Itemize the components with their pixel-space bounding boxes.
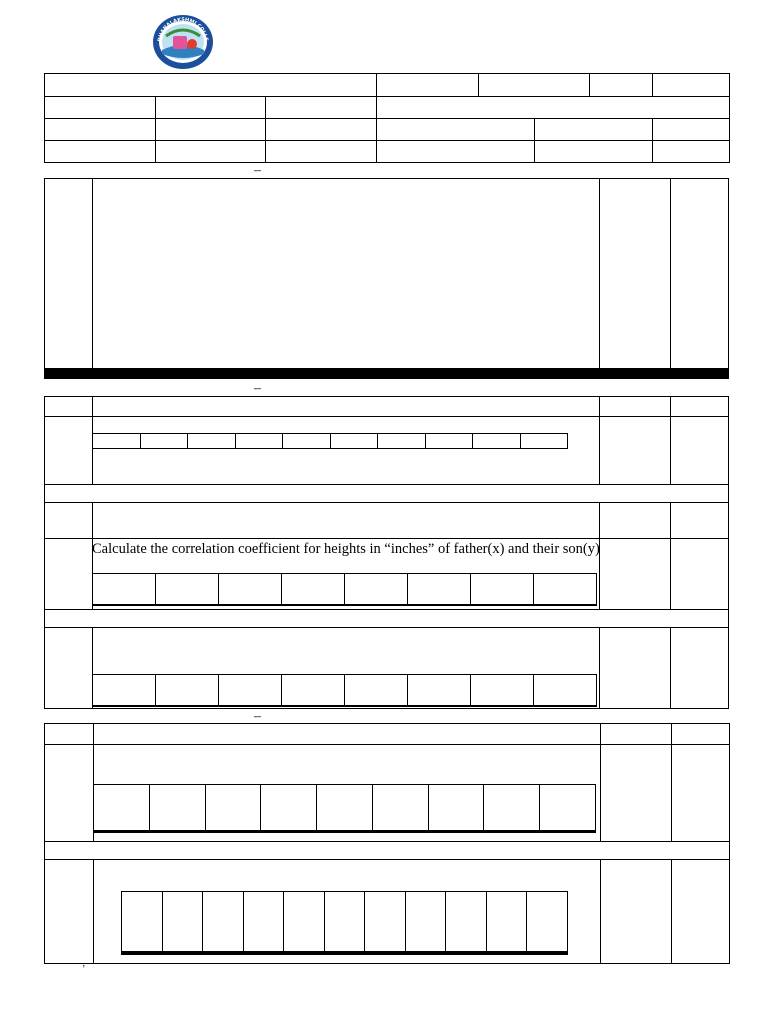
section-separator-3: – (254, 709, 261, 724)
header-cell (155, 97, 266, 119)
header-cell (534, 119, 653, 141)
header-cell (45, 74, 377, 97)
table-row (45, 378, 729, 379)
header-cell (266, 119, 377, 141)
table-row (45, 417, 729, 485)
table-row (45, 724, 730, 745)
table-row (45, 503, 729, 539)
table-row (45, 842, 730, 860)
table-row (45, 397, 729, 417)
table-row (45, 485, 729, 503)
header-cell (155, 141, 266, 163)
header-cell (266, 141, 377, 163)
college-seal-icon (152, 14, 214, 70)
header-cell (266, 97, 377, 119)
header-cell (45, 141, 156, 163)
footer-mark: ’ (82, 964, 86, 975)
header-cell (479, 74, 590, 97)
data-grid (92, 433, 568, 449)
header-cell (377, 74, 479, 97)
header-cell (653, 141, 730, 163)
header-cell (534, 141, 653, 163)
part-a-table (44, 178, 724, 379)
table-row (45, 179, 729, 369)
header-cell (653, 74, 730, 97)
header-cell (590, 74, 653, 97)
data-grid-father-son (92, 573, 597, 606)
section-separator-1: – (254, 163, 261, 178)
table-row (45, 610, 729, 628)
data-grid (92, 674, 597, 707)
header-cell (155, 119, 266, 141)
header-cell (45, 119, 156, 141)
header-cell (45, 97, 156, 119)
header-cell (377, 97, 730, 119)
header-cell (377, 119, 535, 141)
exam-header-table (44, 73, 724, 162)
college-logo (152, 14, 214, 70)
section-separator-2: – (254, 381, 261, 396)
header-cell (653, 119, 730, 141)
data-grid (121, 891, 568, 955)
question-correlation: Calculate the correlation coefficient for heights in “inches” of father(x) and their son(y) (92, 541, 600, 557)
header-cell (377, 141, 535, 163)
svg-text:DHANALAKSHMI COLLEGE OF ENGINE: DHANALAKSHMI COLLE (156, 16, 209, 43)
data-grid (93, 784, 596, 833)
